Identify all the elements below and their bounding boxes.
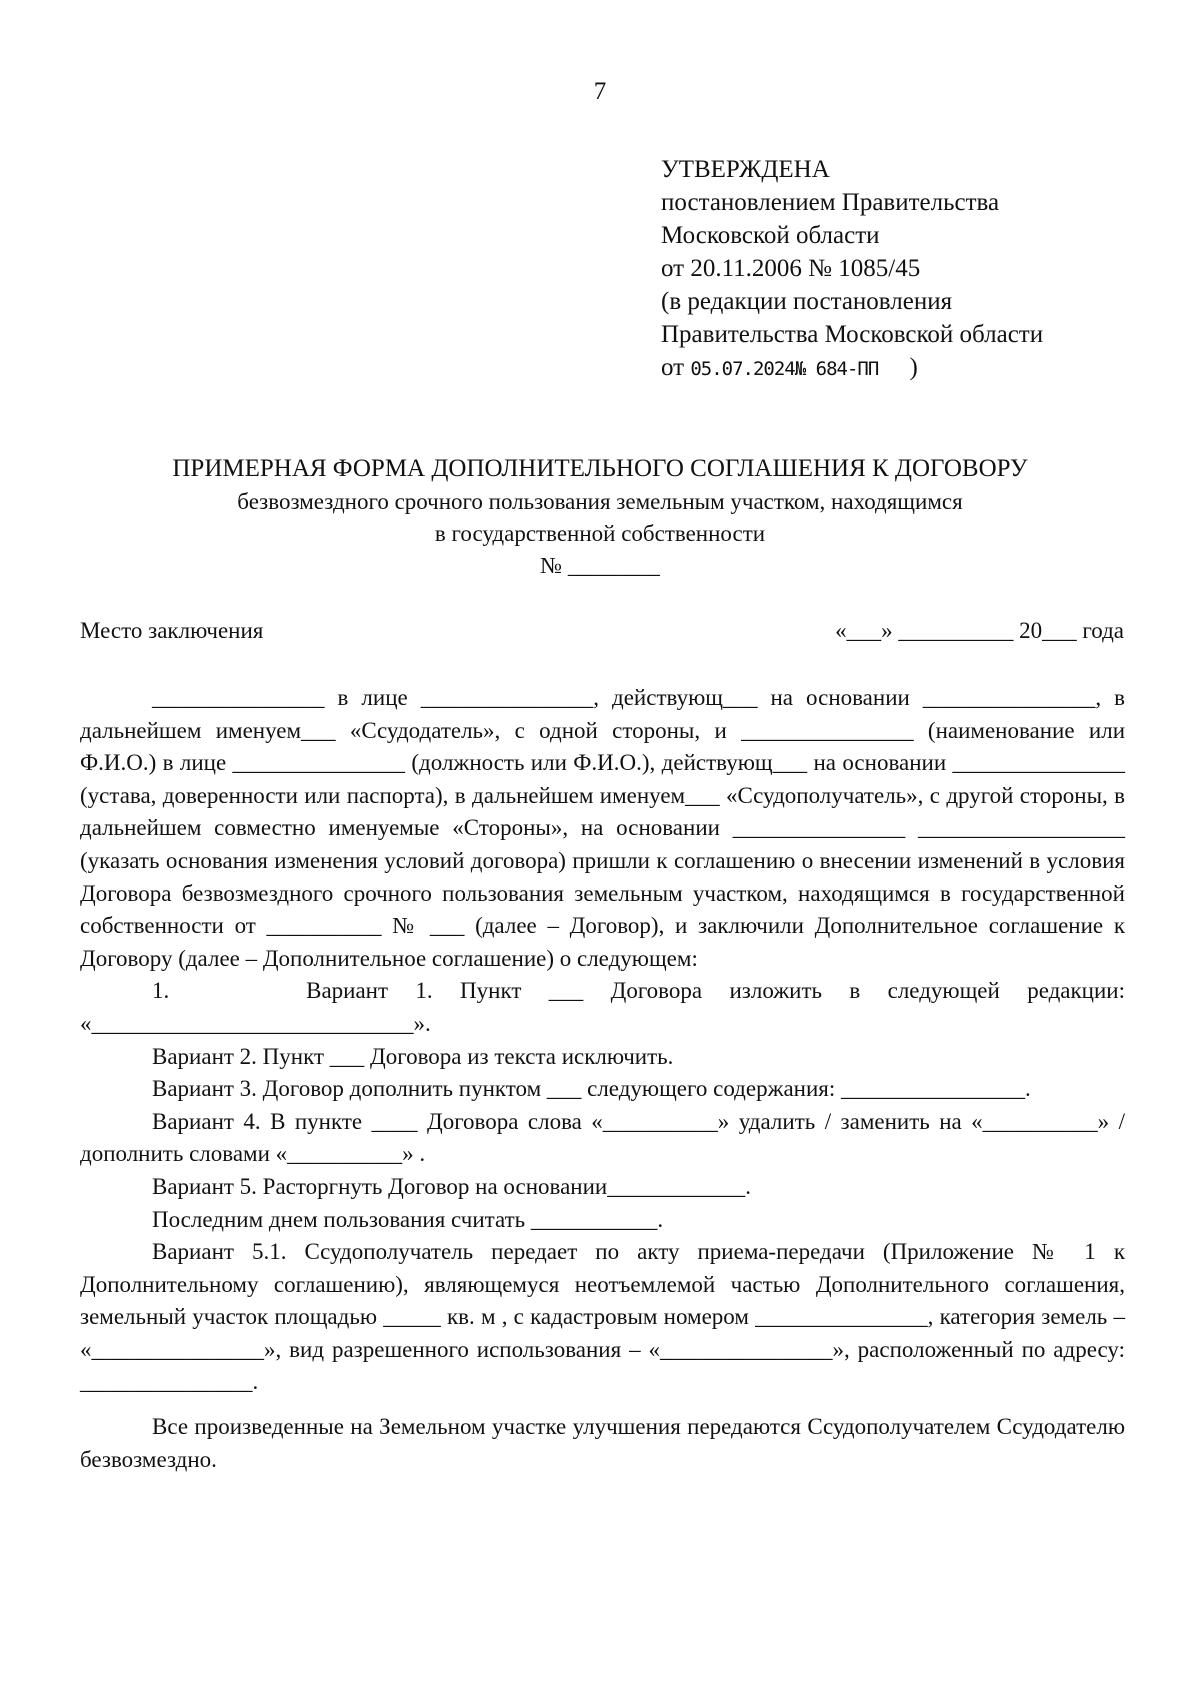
approval-line-7 (661, 351, 1181, 386)
title-line-3: в государственной собственности (434, 521, 766, 546)
approval-line-1: УТВЕРЖДЕНА (661, 156, 830, 183)
approval-date-prefix: от (661, 354, 685, 381)
variant-5-paragraph: Вариант 5. Расторгнуть Договор на основании____________. (152, 1173, 751, 1199)
approval-line-5: (в редакции постановления (661, 288, 953, 315)
variant-4-paragraph: Вариант 4. В пункте ____ Договора слова «__________» удалить / заменить на «__________» / дополнить словами «__________» . (80, 1108, 1125, 1167)
approval-line-6: Правительства Московской области (661, 321, 1044, 348)
variant-3-paragraph: Вариант 3. Договор дополнить пунктом ___ следующего содержания: ________________. (152, 1076, 1031, 1102)
variant-2-paragraph: Вариант 2. Пункт ___ Договора из текста исключить. (152, 1043, 674, 1069)
approval-line-4: от 20.11.2006 № 1085/45 (661, 255, 921, 282)
approval-date-stamp: 05.07.2024№ 684-ПП (690, 358, 879, 380)
document-title (0, 452, 1200, 582)
agreement-body (80, 682, 1125, 1476)
preamble-paragraph: _______________ в лице _______________, действующ___ на основании _______________, в дальнейшем именуем___ «Ссудодатель», с одной стороны, и _______________ (наименование или Ф.И.О.) в лице _______________ (должность или Ф.И.О.), действующ___ на основании _______________ (устава, доверенности или паспорта), в дальнейшем именуем___ «Ссудополучатель», с другой стороны, в дальнейшем совместно именуемые «Стороны», на основании _______________ __________________ (указать основания изменения условий договора) пришли к соглашению о внесении изменений в условия Договора безвозмездного срочного пользования земельным участком, находящимся в государственной собственности от __________ № ___ (далее – Договор), и заключили Дополнительное соглашение к Договору (далее – Дополнительное соглашение) о следующем: (80, 685, 1125, 971)
place-date-line (80, 618, 1124, 644)
date-blank: «___» __________ 20___ года (835, 618, 1124, 643)
title-line-1: ПРИМЕРНАЯ ФОРМА ДОПОЛНИТЕЛЬНОГО СОГЛАШЕНИЯ К ДОГОВОРУ (172, 455, 1028, 482)
title-number: № ________ (540, 553, 660, 578)
page-number: 7 (593, 78, 607, 105)
approval-line-2: постановлением Правительства (661, 189, 1000, 216)
approval-line-3: Московской области (661, 222, 880, 249)
last-day-paragraph: Последним днем пользования считать ___________. (152, 1206, 664, 1232)
improvements-paragraph: Все произведенные на Земельном участке улучшения передаются Ссудополучателем Ссудодателю безвозмездно. (80, 1414, 1125, 1472)
variant-5-1-paragraph: Вариант 5.1. Ссудополучатель передает по акту приема-передачи (Приложение № 1 к Дополнительному соглашению), являющемуся неотъемлемой частью Дополнительного соглашения, земельный участок площадью _____ кв. м , с кадастровым номером _______________, категория земель – «_______________», вид разрешенного использования – «_______________», расположенный по адресу: _______________. (80, 1239, 1125, 1395)
approval-stamp (661, 153, 1181, 386)
approval-date-suffix: ) (909, 354, 918, 381)
place-label: Место заключения (80, 618, 264, 643)
title-line-2: безвозмездного срочного пользования земельным участком, находящимся (237, 489, 963, 514)
variant-1-paragraph: 1. Вариант 1. Пункт ___ Договора изложить в следующей редакции: «____________________________». (80, 978, 1125, 1036)
